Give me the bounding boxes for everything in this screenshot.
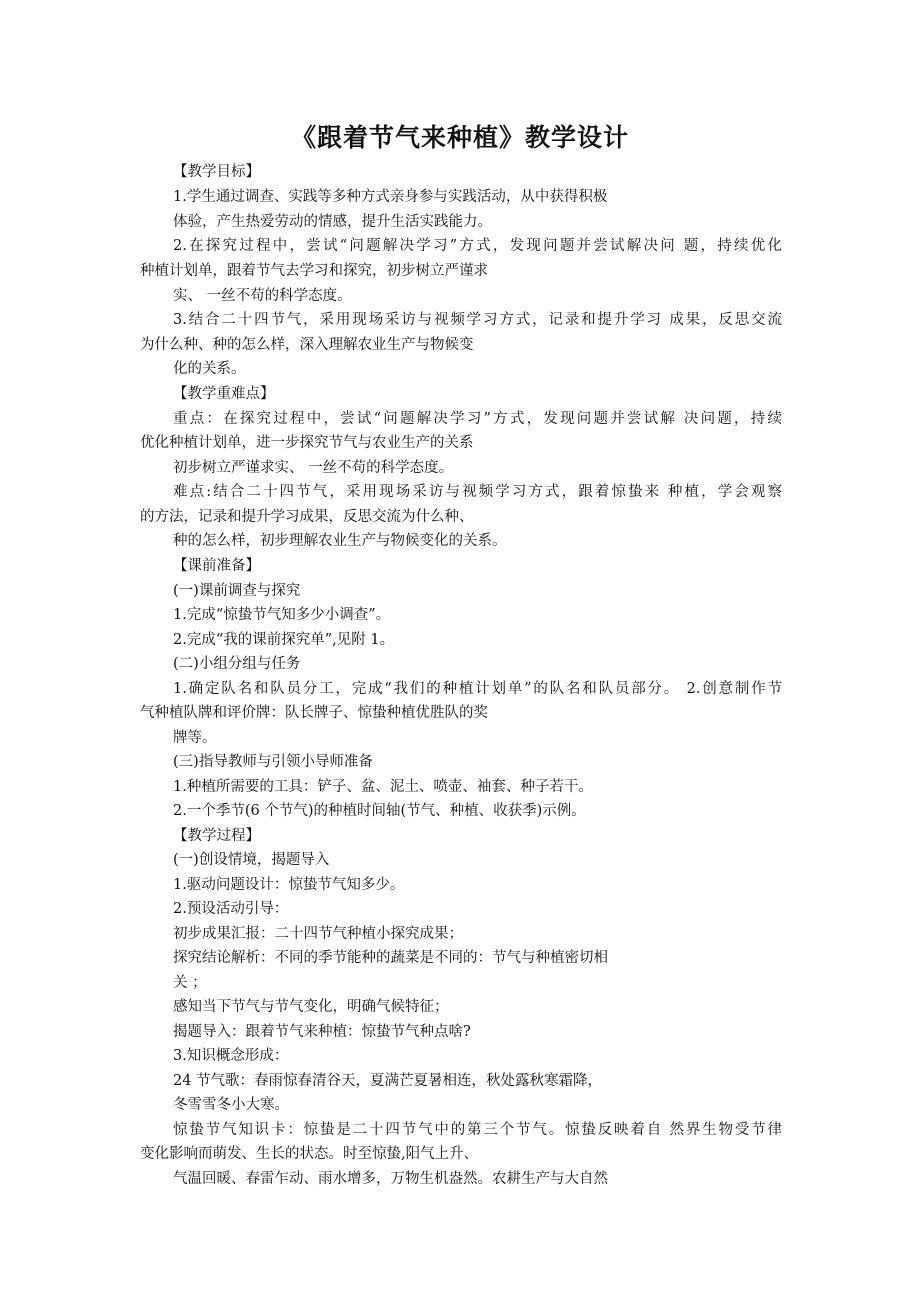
text-line: (三)指导教师与引领小导师准备	[173, 754, 373, 770]
text-line: 为什么种、种的怎么样，深入理解农业生产与物候变	[140, 337, 474, 353]
text-line: 化的关系。	[173, 361, 246, 377]
text-line: 【教学目标】	[173, 164, 260, 180]
text-line: 2.预设活动引导：	[173, 901, 289, 917]
text-line: 变化影响而萌发、生长的状态。时至惊蛰,阳气上升、	[140, 1146, 479, 1162]
text-line: 揭题导入：跟着节气来种植：惊蛰节气种点啥?	[173, 1024, 471, 1040]
text-line: (一)课前调查与探究	[173, 583, 301, 599]
text-line: 2.在探究过程中，尝试“问题解决学习”方式，发现问题并尝试解决问 题，持续优化	[173, 238, 782, 254]
text-line: 气温回暖、春雷乍动、雨水增多，万物生机盎然。农耕生产与大自然	[173, 1171, 608, 1187]
text-line: 3.结合二十四节气，采用现场采访与视频学习方式，记录和提升学习 成果，反思交流	[173, 312, 782, 328]
text-line: 【教学重难点】	[173, 386, 275, 402]
text-line: 探究结论解析：不同的季节能种的蔬菜是不同的：节气与种植密切相	[173, 950, 608, 966]
text-line: 24 节气歌：春雨惊春清谷天，夏满芒夏暑相连，秋处露秋寒霜降，	[173, 1073, 603, 1089]
text-line: 1.完成“惊蛰节气知多少小调查”。	[173, 607, 391, 623]
text-line: 感知当下节气与节气变化，明确气候特征；	[173, 999, 449, 1015]
text-line: 气种植队牌和评价牌：队长牌子、惊蛰种植优胜队的奖	[140, 705, 488, 721]
text-line: (二)小组分组与任务	[173, 656, 301, 672]
document-title: 《跟着节气来种植》教学设计	[290, 123, 629, 152]
text-line: 关 ；	[173, 975, 207, 991]
text-line: 的方法，记录和提升学习成果，反思交流为什么种、	[140, 509, 474, 525]
text-line: 种的怎么样，初步理解农业生产与物候变化的关系。	[173, 533, 507, 549]
text-line: 体验，产生热爱劳动的情感，提升生活实践能力。	[173, 214, 492, 230]
text-line: 重点：在探究过程中，尝试“问题解决学习”方式，发现问题并尝试解 决问题，持续	[173, 411, 782, 427]
text-line: 1.驱动问题设计：惊蛰节气知多少。	[173, 877, 405, 893]
text-line: 1.种植所需要的工具：铲子、盆、泥土、喷壶、袖套、种子若干。	[173, 779, 593, 795]
text-line: 【课前准备】	[173, 558, 260, 574]
text-line: 实、 一丝不苟的科学态度。	[173, 288, 352, 304]
text-line: 2.完成“我的课前探究单”,见附 1。	[173, 632, 395, 648]
text-line: 难点:结合二十四节气，采用现场采访与视频学习方式，跟着惊蛰来 种植，学会观察	[173, 484, 782, 500]
text-line: 牌等。	[173, 730, 217, 746]
text-line: 1.确定队名和队员分工，完成“我们的种植计划单”的队名和队员部分。 2.创意制作节	[173, 681, 782, 697]
text-line: 冬雪雪冬小大寒。	[173, 1097, 289, 1113]
text-line: 初步成果汇报：二十四节气种植小探究成果；	[173, 926, 463, 942]
text-line: 【教学过程】	[173, 828, 260, 844]
text-line: 惊蛰节气知识卡：惊蛰是二十四节气中的第三个节气。惊蛰反映着自 然界生物受节律	[173, 1122, 782, 1138]
text-line: 优化种植计划单，进一步探究节气与农业生产的关系	[140, 435, 474, 451]
text-line: 1.学生通过调查、实践等多种方式亲身参与实践活动，从中获得积极	[173, 189, 608, 205]
text-line: 种植计划单，跟着节气去学习和探究，初步树立严谨求	[140, 263, 488, 279]
text-line: (一)创设情境，揭题导入	[173, 852, 330, 868]
text-line: 初步树立严谨求实、 一丝不苟的科学态度。	[173, 460, 454, 476]
text-line: 2.一个季节(6 个节气)的种植时间轴(节气、种植、收获季)示例。	[173, 803, 586, 819]
text-line: 3.知识概念形成：	[173, 1048, 289, 1064]
